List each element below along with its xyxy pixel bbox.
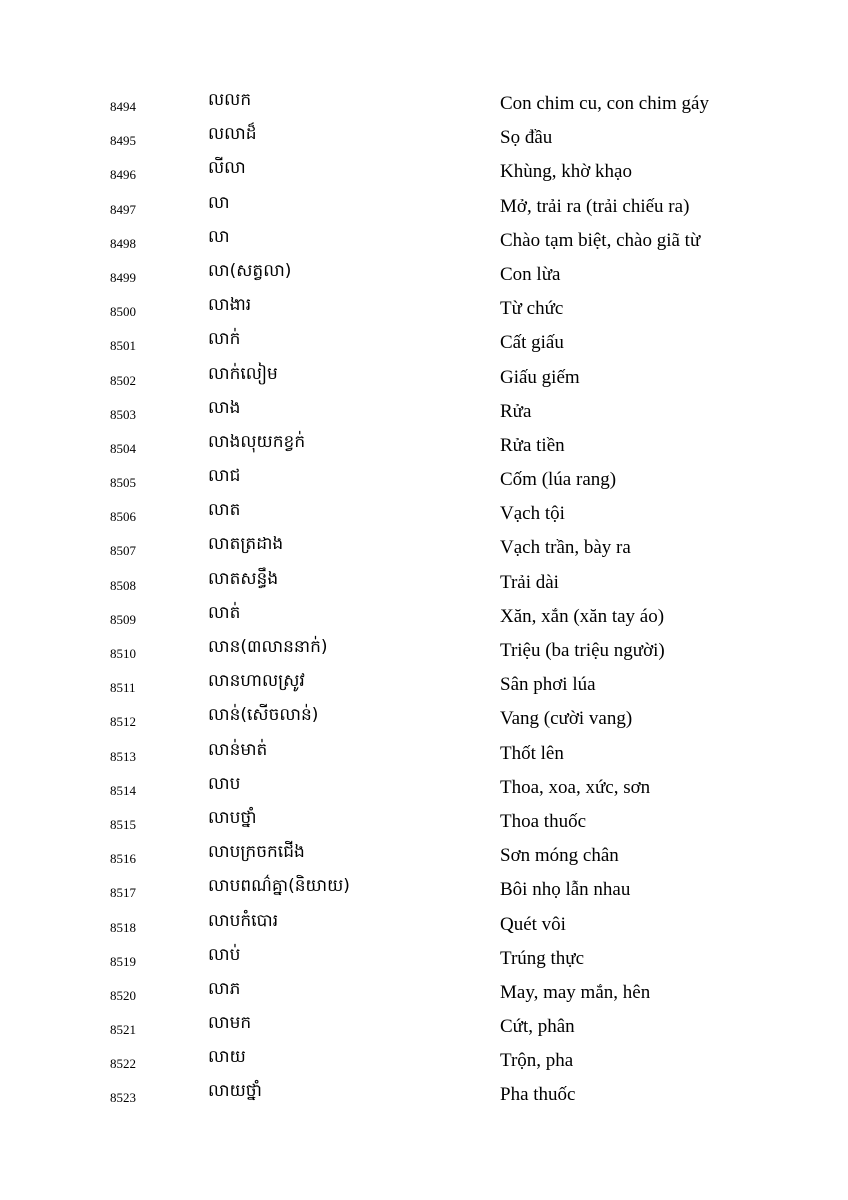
entry-number: 8514 (110, 782, 136, 798)
entry-row (0, 395, 848, 429)
entry-number: 8509 (110, 611, 136, 627)
entry-row (0, 361, 848, 395)
entry-row (0, 1078, 848, 1112)
entry-vietnamese-translation: Triệu (ba triệu người) (500, 640, 665, 661)
entry-number: 8523 (110, 1090, 136, 1106)
entry-number: 8497 (110, 201, 136, 217)
entry-row (0, 771, 848, 805)
entry-row (0, 600, 848, 634)
entry-number: 8506 (110, 509, 136, 525)
entry-khmer-term: លាប (208, 773, 241, 794)
entry-khmer-term: លាជ (208, 466, 241, 487)
entry-khmer-term: លាត់ (208, 602, 241, 623)
entry-vietnamese-translation: Thoa thuốc (500, 810, 587, 832)
entry-row (0, 1044, 848, 1078)
entry-row (0, 737, 848, 771)
entry-vietnamese-translation: Cất giấu (500, 332, 564, 354)
entry-vietnamese-translation: Trúng thực (500, 947, 585, 969)
entry-row (0, 976, 848, 1010)
entry-khmer-term: លា (208, 226, 230, 247)
entry-khmer-term: លាក់លៀម (208, 363, 278, 384)
entry-khmer-term: លាភ (208, 978, 241, 999)
entry-vietnamese-translation: Cốm (lúa rang) (500, 469, 617, 491)
entry-row (0, 702, 848, 736)
entry-number: 8521 (110, 1022, 136, 1038)
entry-row (0, 190, 848, 224)
entry-vietnamese-translation: Từ chức (500, 298, 564, 320)
entry-number: 8496 (110, 167, 136, 183)
entry-vietnamese-translation: Con lừa (500, 263, 561, 285)
entry-vietnamese-translation: Rửa (500, 400, 532, 422)
entry-vietnamese-translation: Trải dài (500, 571, 559, 593)
entry-vietnamese-translation: Sân phơi lúa (500, 674, 596, 696)
entry-khmer-term: លា (208, 192, 230, 213)
entry-number: 8499 (110, 269, 136, 285)
entry-number: 8510 (110, 646, 136, 661)
entry-khmer-term: លាយថ្នាំ (208, 1081, 262, 1102)
entry-vietnamese-translation: Con chim cu, con chim gáy (500, 93, 709, 114)
entry-number: 8517 (110, 885, 136, 901)
entry-row (0, 805, 848, 839)
entry-number: 8515 (110, 816, 136, 832)
entry-number: 8494 (110, 99, 136, 114)
entry-number: 8502 (110, 372, 136, 388)
entry-vietnamese-translation: Trộn, pha (500, 1050, 574, 1072)
entry-vietnamese-translation: Sơn móng chân (500, 845, 619, 867)
entry-khmer-term: លាបក្រចកជើង (208, 842, 305, 863)
entry-vietnamese-translation: Pha thuốc (500, 1084, 576, 1106)
entry-number: 8500 (110, 304, 136, 320)
entry-row (0, 463, 848, 497)
entry-row (0, 258, 848, 292)
entry-vietnamese-translation: Giấu giếm (500, 366, 580, 388)
entry-khmer-term: លាត (208, 500, 241, 521)
entry-row (0, 224, 848, 258)
entry-number: 8503 (110, 406, 136, 422)
entry-khmer-term: លាន់(សើចលាន់) (208, 705, 319, 726)
entry-number: 8516 (110, 851, 136, 867)
entry-vietnamese-translation: Bôi nhọ lẫn nhau (500, 879, 631, 901)
entry-number: 8511 (110, 680, 136, 696)
entry-row (0, 839, 848, 873)
entry-row (0, 908, 848, 942)
entry-khmer-term: លាតត្រដាង (208, 534, 284, 555)
entry-khmer-term: លាងលុយកខ្វក់ (208, 431, 306, 452)
entry-khmer-term: លាន(៣លាននាក់) (208, 637, 328, 657)
entry-khmer-term: លាបពណ៌គ្នា(និយាយ) (208, 876, 350, 897)
entry-khmer-term: លា(សត្វលា) (208, 260, 292, 281)
entry-row (0, 873, 848, 907)
entry-khmer-term: លីលា (208, 158, 246, 179)
entry-row (0, 87, 848, 121)
entry-number: 8512 (110, 714, 136, 730)
entry-vietnamese-translation: Rửa tiền (500, 434, 565, 456)
entry-number: 8513 (110, 748, 136, 764)
entry-vietnamese-translation: Mở, trải ra (trải chiếu ra) (500, 195, 690, 217)
entry-khmer-term: លាយ (208, 1047, 246, 1068)
entry-khmer-term: លាក់ (208, 329, 241, 350)
entry-row (0, 942, 848, 976)
entry-row (0, 326, 848, 360)
entry-khmer-term: លលាដ៏ (208, 124, 257, 145)
entry-number: 8520 (110, 987, 136, 1003)
entry-row (0, 531, 848, 565)
entry-number: 8508 (110, 577, 136, 593)
entry-number: 8504 (110, 440, 136, 456)
entry-number: 8505 (110, 475, 136, 491)
entry-number: 8498 (110, 235, 136, 251)
entry-row (0, 634, 848, 668)
entry-row (0, 121, 848, 155)
entry-vietnamese-translation: Quét vôi (500, 913, 566, 935)
entry-number: 8519 (110, 953, 136, 969)
entry-vietnamese-translation: Cứt, phân (500, 1016, 575, 1038)
entry-number: 8501 (110, 338, 136, 354)
entry-list (0, 87, 848, 1113)
entry-vietnamese-translation: Vang (cười vang) (500, 708, 633, 730)
entry-khmer-term: លាតសន្ធឹង (208, 568, 279, 589)
entry-khmer-term: លលក (208, 90, 252, 110)
entry-khmer-term: លាបកំបោរ (208, 910, 279, 931)
entry-vietnamese-translation: Xăn, xắn (xăn tay áo) (500, 605, 665, 627)
entry-number: 8507 (110, 543, 136, 559)
entry-vietnamese-translation: May, may mắn, hên (500, 981, 651, 1003)
entry-row (0, 566, 848, 600)
entry-vietnamese-translation: Chào tạm biệt, chào giã từ (500, 229, 701, 251)
entry-row (0, 292, 848, 326)
entry-row (0, 155, 848, 189)
entry-number: 8518 (110, 919, 136, 935)
entry-khmer-term: លានហាលស្រូវ (208, 671, 305, 692)
entry-khmer-term: លាងារ (208, 295, 252, 316)
entry-khmer-term: លាប់ (208, 944, 241, 965)
entry-vietnamese-translation: Vạch trần, bày ra (500, 537, 631, 559)
entry-row (0, 668, 848, 702)
entry-khmer-term: លាន់មាត់ (208, 739, 268, 760)
entry-khmer-term: លាបថ្នាំ (208, 807, 257, 828)
entry-vietnamese-translation: Khùng, khờ khạo (500, 161, 632, 183)
entry-row (0, 497, 848, 531)
entry-vietnamese-translation: Sọ đầu (500, 127, 553, 149)
entry-number: 8495 (110, 133, 136, 149)
entry-vietnamese-translation: Thốt lên (500, 742, 564, 764)
entry-khmer-term: លាង (208, 397, 241, 418)
entry-row (0, 429, 848, 463)
entry-vietnamese-translation: Vạch tội (500, 503, 565, 525)
entry-row (0, 1010, 848, 1044)
entry-khmer-term: លាមក (208, 1013, 252, 1034)
entry-number: 8522 (110, 1056, 136, 1072)
entry-vietnamese-translation: Thoa, xoa, xức, sơn (500, 776, 651, 798)
